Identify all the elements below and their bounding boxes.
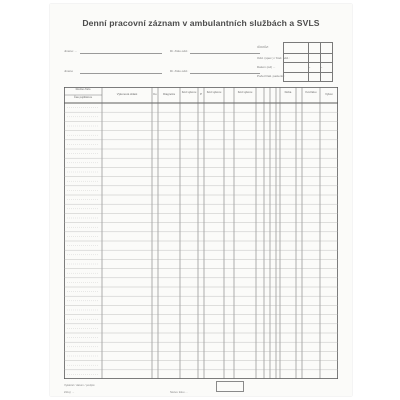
header-field-label-date: Datum (od) ... (257, 65, 276, 69)
column-header-output: Výkon (325, 92, 333, 96)
header-field-line-1[interactable] (80, 53, 162, 54)
footer-source-label: Zdroj: ... (64, 390, 75, 394)
column-header-duration: Doba (284, 90, 292, 94)
header-field-label-dept-code: Odd. (spec.) / Kód. odd.: (257, 56, 290, 60)
header-field-line-2[interactable] (80, 73, 162, 74)
header-field-label-dept-2: Dr. číslo odd.: (170, 69, 189, 73)
column-header-procedure-1: Kód výkonu (181, 90, 197, 94)
header-field-label-name-1: Jméno: ... (64, 49, 78, 53)
column-header-procedure-2: Kód výkonu (206, 90, 222, 94)
table-border (64, 87, 337, 378)
records-table (64, 87, 338, 379)
header-field-label-dept-1: Dr. číslo odd.: (170, 49, 189, 53)
column-header-area: Výkonová oblast (116, 92, 138, 96)
form-title: Denní pracovní záznam v ambulantních službách a SVLS (82, 18, 320, 28)
date-separator: - (309, 64, 311, 69)
column-header-ko: Ko (153, 92, 157, 96)
form-sheet (50, 4, 352, 396)
column-header-birth-number: Rodné číslo (75, 87, 91, 91)
records-table-grid[interactable] (64, 87, 338, 379)
footer-print-label: Název tisku ... (170, 390, 188, 394)
footer-signature-label: Vykázal / datum / podpis: (64, 383, 96, 387)
column-header-insured-time: Čas pojištěnce (73, 95, 93, 99)
header-field-line-4[interactable] (190, 73, 260, 74)
header-field-label-ico: IČO/IČZ: (257, 45, 269, 49)
header-field-label-patients: Počet hlaš. pacientů: (257, 74, 285, 78)
header-code-boxes[interactable] (283, 42, 333, 82)
date-separator: - (321, 64, 323, 69)
column-header-drug-code: Kód léku (305, 90, 317, 94)
column-header-procedure-3: Kód výkonu (237, 90, 253, 94)
column-header-p: P (200, 92, 202, 96)
header-field-label-name-2: Jméno (64, 69, 74, 73)
column-header-diagnosis: Diagnóza (163, 92, 175, 96)
footer-signature-box[interactable] (216, 381, 244, 392)
header-field-line-3[interactable] (190, 53, 260, 54)
